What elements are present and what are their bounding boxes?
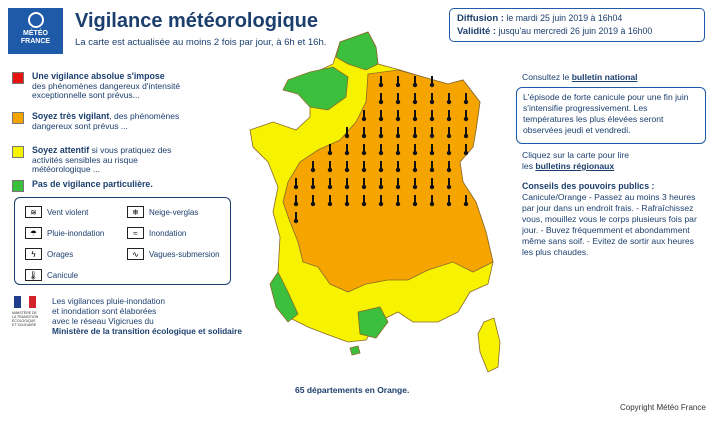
national-bulletin-link[interactable]: bulletin national	[571, 72, 638, 82]
phenomenon-orages-label: Orages	[47, 249, 74, 259]
phenomenon-vent-label: Vent violent	[47, 207, 89, 217]
info-box: L'épisode de forte canicule pour une fin juin s'intensifie progressivement. Les températures les plus élevées seront observées jeudi et vendredi.	[516, 87, 706, 144]
advice-block	[522, 181, 707, 258]
orange-count-text: 65 départements en Orange.	[295, 385, 410, 395]
legend-red-head: Une vigilance absolue s'impose	[32, 71, 165, 81]
ministry-line1: Les vigilances pluie-inondation	[52, 296, 166, 306]
validity-label: Validité :	[457, 26, 497, 37]
phenomenon-inondation	[127, 227, 186, 239]
advice-heading: Conseils des pouvoirs publics :	[522, 181, 655, 191]
regional-bulletins-link[interactable]: bulletins régionaux	[535, 161, 615, 171]
diffusion-label: Diffusion :	[457, 13, 504, 24]
ministry-line3: avec le réseau Vigicrues du	[52, 316, 154, 326]
phenomenon-neige	[127, 206, 198, 218]
diffusion-value: le mardi 25 juin 2019 à 16h04	[503, 13, 623, 23]
regional-bulletin-line	[522, 150, 629, 172]
phenomenon-neige-label: Neige-verglas	[149, 207, 199, 217]
ministry-note	[52, 296, 252, 336]
ministry-logo-text: MINISTÈRE DE LA TRANSITION ÉCOLOGIQUE ET SOLIDAIRE	[12, 311, 39, 327]
page-title: Vigilance météorologique	[75, 10, 319, 32]
legend-green-head: Pas de vigilance particulière.	[32, 179, 153, 189]
wave-icon: ∿	[127, 248, 144, 260]
regional-prefix: Cliquez sur la carte pour lire	[522, 150, 629, 160]
storm-icon: ϟ	[25, 248, 42, 260]
thermometer-icon: 🌡	[25, 269, 42, 281]
regional-prefix2: les	[522, 161, 536, 171]
logo-line1: MÉTÉO	[23, 30, 48, 37]
copyright: Copyright Météo France	[620, 403, 706, 412]
phenomenon-orages	[25, 248, 73, 260]
legend-yellow-swatch	[12, 146, 24, 158]
legend-yellow-head: Soyez attentif	[32, 145, 90, 155]
phenomenon-vagues-label: Vagues-submersion	[149, 249, 220, 259]
legend-red-swatch	[12, 72, 24, 84]
legend-green-swatch	[12, 180, 24, 192]
ministry-line4: Ministère de la transition écologique et solidaire	[52, 326, 242, 336]
rain-icon: ☂	[25, 227, 42, 239]
logo-line2: FRANCE	[20, 38, 51, 45]
meteo-france-logo[interactable]	[8, 8, 63, 54]
phenomenon-inondation-label: Inondation	[149, 228, 187, 238]
phenomenon-vent	[25, 206, 88, 218]
phenomenon-pluie	[25, 227, 104, 239]
republique-flag-icon	[14, 296, 36, 308]
legend-red-text: des phénomènes dangereux d'intensité exceptionnelle sont prévus...	[32, 80, 181, 100]
snow-icon: ❄	[127, 206, 144, 218]
wind-icon: ≋	[25, 206, 42, 218]
legend-orange-swatch	[12, 112, 24, 124]
flood-icon: ≈	[127, 227, 144, 239]
legend-yellow-text: si vous pratiquez des activités sensibles au risque météorologique ...	[32, 145, 172, 174]
validity-value: jusqu'au mercredi 26 juin 2019 à 16h00	[496, 26, 653, 36]
france-vigilance-map[interactable]	[248, 22, 510, 398]
phenomena-legend-box	[14, 197, 231, 285]
page-subtitle: La carte est actualisée au moins 2 fois par jour, à 6h et 16h.	[75, 37, 327, 48]
phenomenon-pluie-label: Pluie-inondation	[47, 228, 105, 238]
corsica[interactable]	[478, 318, 500, 372]
legend-orange-text: , des phénomènes dangereux sont prévus ...	[32, 111, 180, 131]
ministry-line2: et inondation sont élaborées	[52, 306, 157, 316]
legend-orange-head: Soyez très vigilant	[32, 111, 110, 121]
phenomenon-canicule-label: Canicule	[47, 270, 79, 280]
phenomenon-vagues	[127, 248, 220, 260]
phenomenon-canicule	[25, 269, 78, 281]
green-region-small[interactable]	[350, 346, 360, 355]
advice-text: Canicule/Orange - Passez au moins 3 heures par jour dans un endroit frais. - Rafraîchissez vous, mouillez vous le corps plusieurs fois par jour. - Buvez fréquemment et abondamment même sans soif. - Evitez de sortir aux heures les plus chaudes.	[522, 192, 697, 257]
logo-mark-icon	[28, 12, 44, 28]
national-bulletin-line	[522, 72, 638, 83]
national-bulletin-prefix: Consultez le	[522, 72, 572, 82]
